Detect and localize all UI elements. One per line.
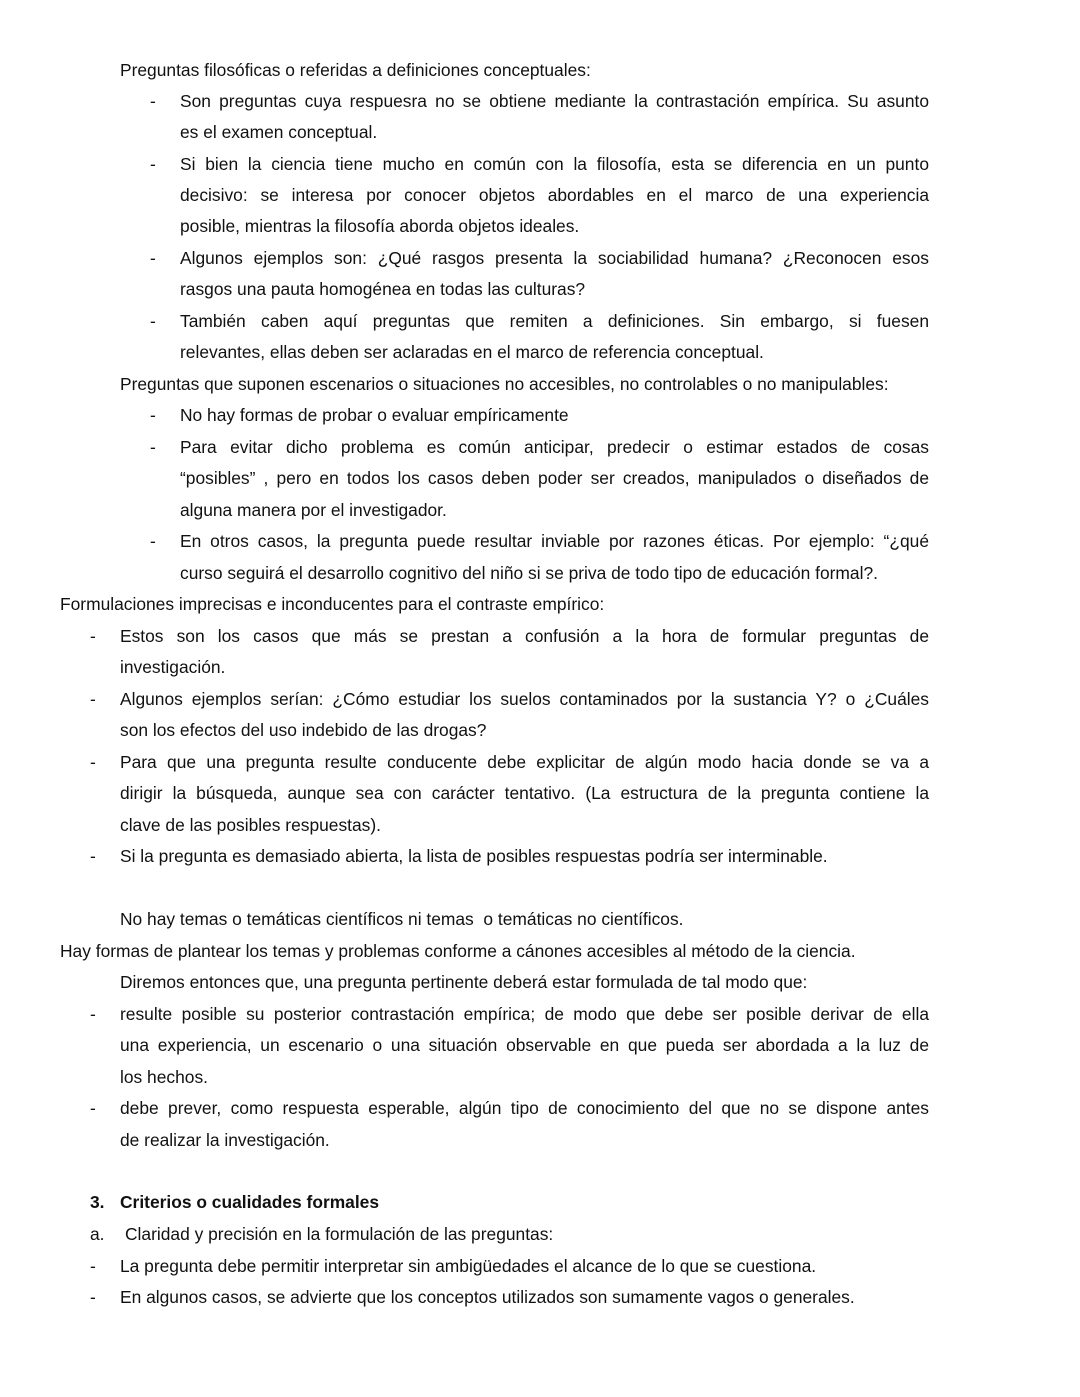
subsection-letter: a. bbox=[90, 1224, 105, 1244]
bullet-dash: - bbox=[90, 752, 96, 772]
heading-imprecise-formulations: Formulaciones imprecisas e inconducentes para el contraste empírico: bbox=[60, 594, 605, 614]
bullet-dash: - bbox=[90, 689, 96, 709]
bullet-text: una experiencia, un escenario o una situación observable en que pueda ser abordada a la luz de bbox=[120, 1035, 929, 1055]
bullet-text: Si bien la ciencia tiene mucho en común con la filosofía, esta se diferencia en un punto bbox=[180, 154, 929, 174]
bullet-text: dirigir la búsqueda, aunque sea con carácter tentativo. (La estructura de la pregunta contiene la bbox=[120, 783, 929, 803]
bullet-dash: - bbox=[150, 437, 156, 457]
bullet-dash: - bbox=[150, 154, 156, 174]
bullet-dash: - bbox=[150, 531, 156, 551]
bullet-dash: - bbox=[90, 1004, 96, 1024]
section-title: Criterios o cualidades formales bbox=[120, 1192, 380, 1212]
bullet-text: “posibles” , pero en todos los casos deben poder ser creados, manipulados o diseñados de bbox=[180, 468, 929, 488]
bullet-dash: - bbox=[90, 1256, 96, 1276]
bullet-dash: - bbox=[90, 846, 96, 866]
bullet-text: de realizar la investigación. bbox=[120, 1130, 330, 1150]
paragraph: Hay formas de plantear los temas y problemas conforme a cánones accesibles al método de la ciencia. bbox=[60, 941, 856, 961]
bullet-text: No hay formas de probar o evaluar empíricamente bbox=[180, 405, 569, 425]
bullet-text: Para evitar dicho problema es común anticipar, predecir o estimar estados de cosas bbox=[180, 437, 929, 457]
paragraph: No hay temas o temáticas científicos ni temas o temáticas no científicos. bbox=[120, 909, 684, 929]
bullet-text: decisivo: se interesa por conocer objetos abordables en el marco de una experiencia bbox=[180, 185, 929, 205]
bullet-text: Para que una pregunta resulte conducente debe explicitar de algún modo hacia donde se va a bbox=[120, 752, 929, 772]
bullet-text: alguna manera por el investigador. bbox=[180, 500, 447, 520]
bullet-text: Si la pregunta es demasiado abierta, la lista de posibles respuestas podría ser interminable. bbox=[120, 846, 828, 866]
bullet-dash: - bbox=[150, 311, 156, 331]
bullet-text: investigación. bbox=[120, 657, 226, 677]
bullet-text: posible, mientras la filosofía aborda objetos ideales. bbox=[180, 216, 580, 236]
bullet-dash: - bbox=[150, 91, 156, 111]
bullet-text: son los efectos del uso indebido de las drogas? bbox=[120, 720, 487, 740]
bullet-text: los hechos. bbox=[120, 1067, 208, 1087]
subsection-title: Claridad y precisión en la formulación de las preguntas: bbox=[125, 1224, 554, 1244]
bullet-text: Algunos ejemplos serían: ¿Cómo estudiar los suelos contaminados por la sustancia Y? o ¿Cuáles bbox=[120, 689, 929, 709]
bullet-dash: - bbox=[150, 405, 156, 425]
section-number: 3. bbox=[90, 1192, 105, 1212]
bullet-text: relevantes, ellas deben ser aclaradas en el marco de referencia conceptual. bbox=[180, 342, 764, 362]
bullet-text: Algunos ejemplos son: ¿Qué rasgos presenta la sociabilidad humana? ¿Reconocen esos bbox=[180, 248, 929, 268]
bullet-text: La pregunta debe permitir interpretar sin ambigüedades el alcance de lo que se cuestiona. bbox=[120, 1256, 817, 1276]
bullet-text: curso seguirá el desarrollo cognitivo del niño si se priva de todo tipo de educación formal?. bbox=[180, 563, 878, 583]
bullet-text: También caben aquí preguntas que remiten a definiciones. Sin embargo, si fuesen bbox=[180, 311, 929, 331]
bullet-text: En algunos casos, se advierte que los conceptos utilizados son sumamente vagos o generales. bbox=[120, 1287, 855, 1307]
bullet-text: En otros casos, la pregunta puede resultar inviable por razones éticas. Por ejemplo: “¿qué bbox=[180, 531, 929, 551]
bullet-text: Son preguntas cuya respuesra no se obtiene mediante la contrastación empírica. Su asunto bbox=[180, 91, 929, 111]
bullet-text: rasgos una pauta homogénea en todas las culturas? bbox=[180, 279, 586, 299]
bullet-text: es el examen conceptual. bbox=[180, 122, 378, 142]
bullet-text: resulte posible su posterior contrastación empírica; de modo que debe ser posible derivar de ella bbox=[120, 1004, 929, 1024]
paragraph: Diremos entonces que, una pregunta pertinente deberá estar formulada de tal modo que: bbox=[120, 972, 808, 992]
bullet-text: clave de las posibles respuestas). bbox=[120, 815, 381, 835]
bullet-dash: - bbox=[90, 626, 96, 646]
bullet-dash: - bbox=[150, 248, 156, 268]
bullet-text: debe prever, como respuesta esperable, algún tipo de conocimiento del que no se dispone antes bbox=[120, 1098, 929, 1118]
heading-inaccessible-scenarios: Preguntas que suponen escenarios o situaciones no accesibles, no controlables o no manipulables: bbox=[120, 374, 889, 394]
heading-philosophical-questions: Preguntas filosóficas o referidas a definiciones conceptuales: bbox=[120, 60, 591, 80]
bullet-dash: - bbox=[90, 1098, 96, 1118]
bullet-dash: - bbox=[90, 1287, 96, 1307]
bullet-text: Estos son los casos que más se prestan a confusión a la hora de formular preguntas de bbox=[120, 626, 929, 646]
